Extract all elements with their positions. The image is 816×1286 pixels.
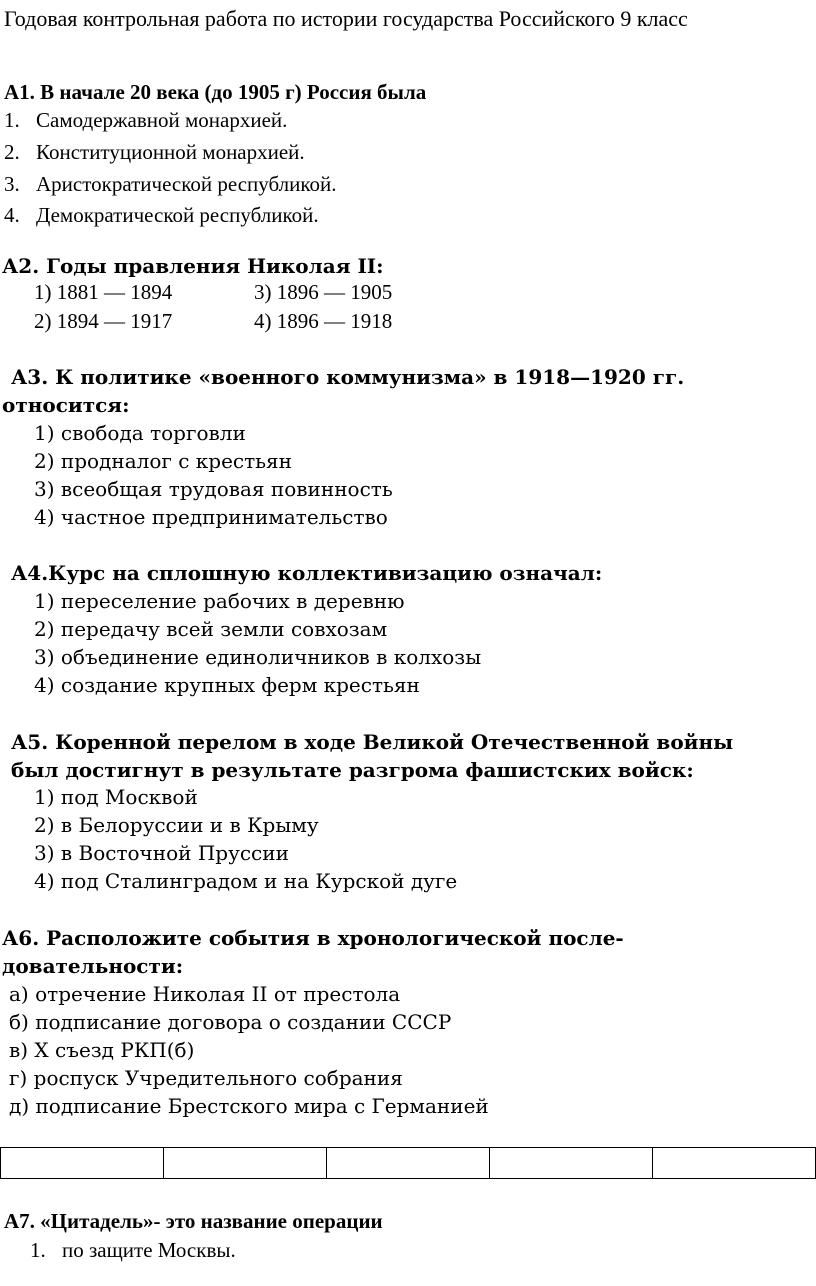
q5-option: 4) под Сталинградом и на Курской дуге	[34, 869, 458, 893]
q6-option: в) X съезд РКП(б)	[9, 1038, 195, 1062]
q4-option: 1) переселение рабочих в деревню	[34, 589, 405, 613]
q1-option-text: Самодержавной монархией.	[36, 108, 288, 132]
q2-option: 4) 1896 — 1918	[254, 309, 393, 333]
answer-table	[0, 1147, 816, 1179]
q1-option-text: Аристократической республикой.	[36, 172, 337, 196]
answer-cell[interactable]	[653, 1148, 816, 1179]
q7-option-number: 1.	[30, 1238, 46, 1262]
q5-option: 2) в Белоруссии и в Крыму	[34, 813, 319, 837]
question-a1: А1. В начале 20 века (до 1905 г) Россия была	[4, 80, 427, 104]
q3-option: 4) частное предпринимательство	[34, 505, 388, 529]
question-a5: А5. Коренной перелом в ходе Великой Отечественной войны	[11, 730, 734, 754]
q4-option: 3) объединение единоличников в колхозы	[34, 645, 482, 669]
q5-option: 1) под Москвой	[34, 785, 198, 809]
q6-option: а) отречение Николая II от престола	[9, 982, 401, 1006]
q2-option: 1) 1881 — 1894	[34, 280, 173, 304]
q6-option: г) роспуск Учредительного собрания	[9, 1066, 403, 1090]
q1-option-number: 1.	[4, 108, 20, 132]
document-title: Годовая контрольная работа по истории государства Российского 9 класс	[4, 6, 688, 31]
q6-option: д) подписание Брестского мира с Германией	[9, 1094, 489, 1118]
q1-option-number: 2.	[4, 140, 20, 164]
q1-option-number: 3.	[4, 172, 20, 196]
question-a6: А6. Расположите события в хронологической после-	[2, 926, 624, 950]
q5-option: 3) в Восточной Пруссии	[34, 841, 289, 865]
question-a4: А4.Курс на сплошную коллективизацию означал:	[11, 561, 603, 585]
question-a3-continued: относится:	[2, 393, 130, 417]
q3-option: 2) продналог с крестьян	[34, 449, 293, 473]
q2-option: 2) 1894 — 1917	[34, 309, 173, 333]
question-a2: А2. Годы правления Николая II:	[2, 254, 384, 278]
q1-option-text: Конституционной монархией.	[36, 140, 305, 164]
question-a3: А3. К политике «военного коммунизма» в 1918—1920 гг.	[11, 365, 685, 389]
q3-option: 3) всеобщая трудовая повинность	[34, 477, 393, 501]
question-a7: А7. «Цитадель»- это название операции	[4, 1209, 383, 1233]
question-a5-continued: был достигнут в результате разгрома фашистских войск:	[11, 758, 694, 782]
answer-cell[interactable]	[1, 1148, 164, 1179]
answer-cell[interactable]	[164, 1148, 327, 1179]
question-a6-continued: довательности:	[2, 954, 184, 978]
q7-option-text: по защите Москвы.	[62, 1238, 236, 1262]
q3-option: 1) свобода торговли	[34, 421, 246, 445]
answer-cell[interactable]	[490, 1148, 653, 1179]
q1-option-text: Демократической республикой.	[36, 203, 319, 227]
q1-option-number: 4.	[4, 203, 20, 227]
q4-option: 4) создание крупных ферм крестьян	[34, 673, 420, 697]
q6-option: б) подписание договора о создании СССР	[9, 1010, 452, 1034]
answer-cell[interactable]	[327, 1148, 490, 1179]
q2-option: 3) 1896 — 1905	[254, 280, 393, 304]
q4-option: 2) передачу всей земли совхозам	[34, 617, 388, 641]
answer-table-row	[1, 1148, 816, 1179]
